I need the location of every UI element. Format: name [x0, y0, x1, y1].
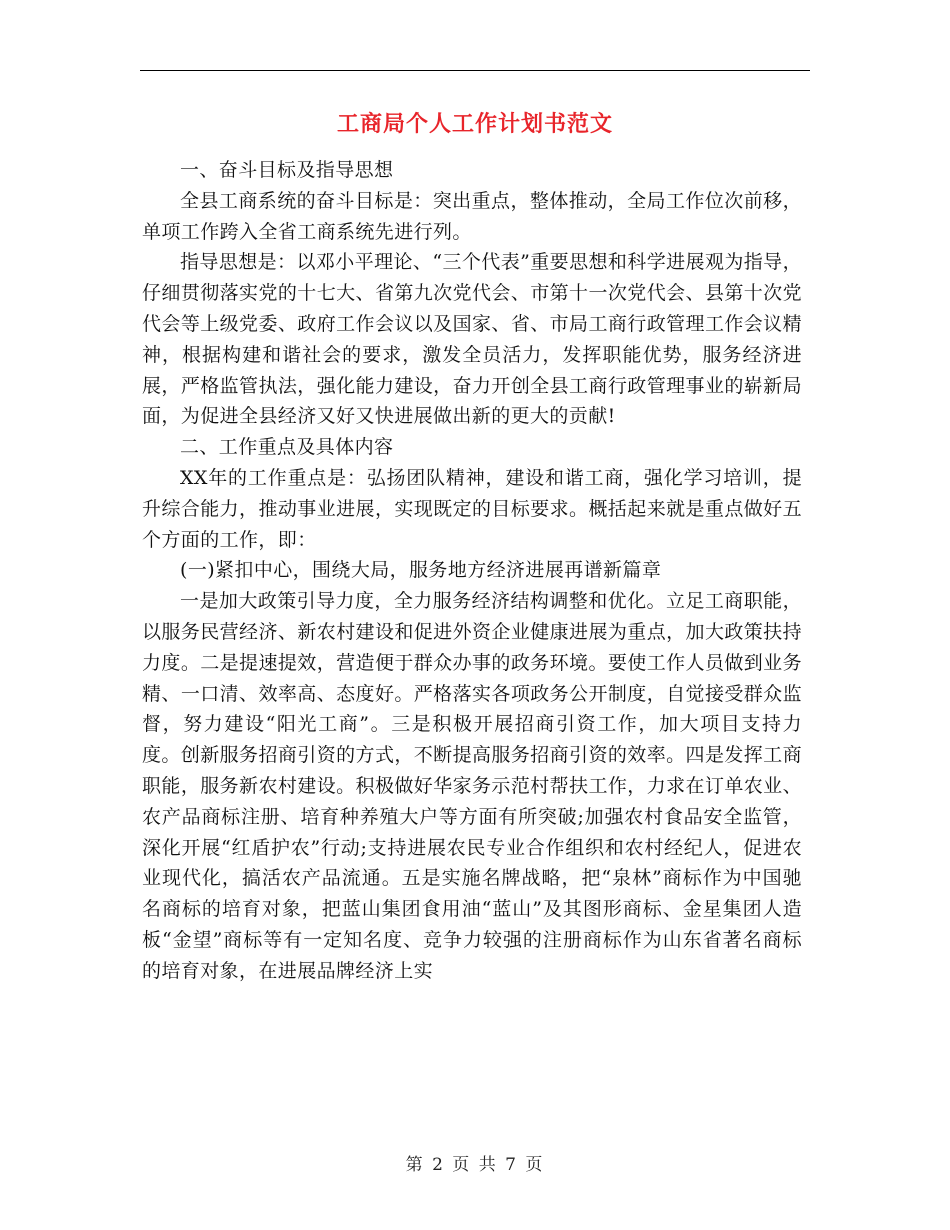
header-rule	[140, 70, 810, 71]
document-body	[142, 155, 802, 987]
document-title: 工商局个人工作计划书范文	[336, 112, 613, 137]
paragraph-guiding-thought: 指导思想是：以邓小平理论、“三个代表”重要思想和科学进展观为指导，仔细贯彻落实党的十七大、省第九次党代会、市第十一次党代会、县第十次党代会等上级党委、政府工作会议以及国家、省、市局工商行政管理工作会议精神，根据构建和谐社会的要求，激发全员活力，发挥职能优势，服务经济进展，严格监管执法，强化能力建设，奋力开创全县工商行政管理事业的崭新局面，为促进全县经济又好又快进展做出新的更大的贡献!	[142, 251, 802, 428]
paragraph-goals: 全县工商系统的奋斗目标是：突出重点，整体推动，全局工作位次前移，单项工作跨入全省工商系统先进行列。	[142, 189, 802, 243]
page-number: 第 2 页 共 7 页	[405, 1155, 545, 1175]
section-heading-focus: 二、工作重点及具体内容	[180, 436, 394, 459]
subsection-heading-1: (一)紧扣中心，围绕大局，服务地方经济进展再谱新篇章	[180, 559, 662, 582]
paragraph-subsection-1: 一是加大政策引导力度，全力服务经济结构调整和优化。立足工商职能，以服务民营经济、新农村建设和促进外资企业健康进展为重点，加大政策扶持力度。二是提速提效，营造便于群众办事的政务环境。要使工作人员做到业务精、一口清、效率高、态度好。严格落实各项政务公开制度，自觉接受群众监督，努力建设“阳光工商”。三是积极开展招商引资工作，加大项目支持力度。创新服务招商引资的方式，不断提高服务招商引资的效率。四是发挥工商职能，服务新农村建设。积极做好华家务示范村帮扶工作，力求在订单农业、农产品商标注册、培育种养殖大户等方面有所突破;加强农村食品安全监管，深化开展“红盾护农”行动;支持进展农民专业合作组织和农村经纪人，促进农业现代化，搞活农产品流通。五是实施名牌战略，把“泉林”商标作为中国驰名商标的培育对象，把蓝山集团食用油“蓝山”及其图形商标、金星集团人造板“金望”商标等有一定知名度、竞争力较强的注册商标作为山东省著名商标的培育对象，在进展品牌经济上实	[142, 590, 802, 982]
paragraph-focus: XX年的工作重点是：弘扬团队精神，建设和谐工商，强化学习培训，提升综合能力，推动事业进展，实现既定的目标要求。概括起来就是重点做好五个方面的工作，即：	[142, 466, 802, 551]
section-heading-goals: 一、奋斗目标及指导思想	[180, 159, 394, 181]
